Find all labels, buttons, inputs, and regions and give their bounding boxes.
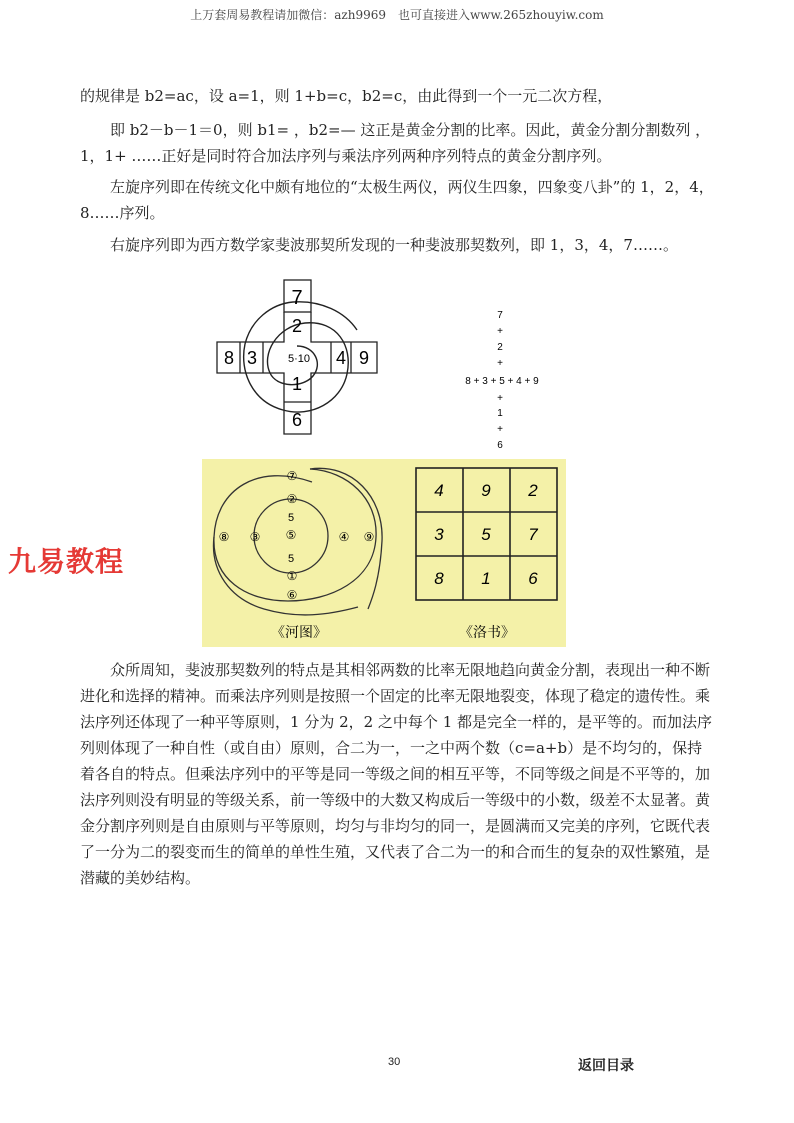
luoshu-r3c1: 8 [434,569,444,588]
luoshu-r3c3: 6 [528,569,538,588]
sum-v3: 2 [497,342,503,353]
luoshu-r1c3: 2 [528,481,538,500]
hetu-5-center: ⑤ [285,528,297,542]
sum-v6: 1 [497,408,503,419]
luoshu-r1c2: 9 [481,481,491,500]
page-number: 30 [388,1056,401,1068]
luoshu-r2c3: 7 [528,525,538,544]
hetu-6: ⑥ [286,588,298,602]
page-header: 上万套周易教程请加微信：azh9969 也可直接进入www.265zhouyiw.com [190,8,604,22]
hetu-4: ④ [338,530,350,544]
sum-v1: 7 [497,310,503,321]
sum-v7: + [497,424,503,435]
cross-diagram [215,278,380,436]
luoshu-r3c2: 1 [481,569,491,588]
sum-diagram [440,305,565,455]
paragraph-3: 左旋序列即在传统文化中颇有地位的“太极生两仪，两仪生四象，四象变八卦”的 1，2，4，8……序列。 [80,178,714,222]
hetu-1: ① [286,569,298,583]
cross-top: 7 [291,287,303,309]
paragraph-1: 的规律是 b2=ac，设 a=1，则 1+b=c，b2=c，由此得到一个一元二次方程， [80,87,613,105]
hetu-luoshu-figure [202,459,566,647]
sum-v8: 6 [497,440,503,451]
watermark-logo: 九易教程 [8,545,125,578]
luoshu-r1c1: 4 [434,481,444,500]
hetu-9: ⑨ [363,530,375,544]
paragraph-4: 右旋序列即为西方数学家斐波那契所发现的一种斐波那契数列，即 1，3，4，7……。 [110,236,678,254]
cross-center: 5·10 [287,353,311,365]
paragraph-2: 即 b2－b－1＝0，则 b1= ，b2=— 这正是黄金分割的比率。因此，黄金分割分割数列 ，1，1+ ……正好是同时符合加法序列与乘法序列两种序列特点的黄金分割序列。 [80,121,711,165]
hetu-8: ⑧ [218,530,230,544]
cross-upper: 2 [291,316,303,336]
back-to-contents-link[interactable]: 返回目录 [578,1058,634,1074]
cross-left-outer: 8 [223,348,235,368]
figure-background [202,459,566,647]
luoshu-caption: 《洛书》 [459,624,515,640]
hetu-3: ③ [249,530,261,544]
hetu-5-lower: 5 [287,553,295,565]
luoshu-r2c2: 5 [481,525,491,544]
hetu-7: ⑦ [286,469,298,483]
paragraph-5: 众所周知，斐波那契数列的特点是其相邻两数的比率无限地趋向黄金分割，表现出一种不断进化和选择的精神。而乘法序列则是按照一个固定的比率无限地裂变，体现了稳定的遗传性。乘法序列还体现了一种平等原则，1 分为 2，2 之中每个 1 都是完全一样的，是平等的。而加法序列则体现了一种自性（或自由）原则，合二为一，一之中两个数（c=a+b）是不均匀的，保持着各自的特点。但乘法序列中的平等是同一等级之间的相互平等，不同等级之间是不平等的，加法序列则没有明显的等级关系，前一等级中的大数又构成后一等级中的小数，级差不太显著。黄金分割序列则是自由原则与平等原则，均匀与非均匀的同一，是圆满而又完美的序列，它既代表了一分为二的裂变而生的简单的单性生殖，又代表了合二为一的和合而生的复杂的双性繁殖，是潜藏的美妙结构。 [80,661,713,887]
hetu-2: ② [286,492,298,506]
cross-left-inner: 3 [246,348,258,368]
cross-right-outer: 9 [358,348,370,368]
cross-bottom: 6 [291,410,303,430]
cross-lower: 1 [291,374,303,394]
sum-row: 8 + 3 + 5 + 4 + 9 [465,376,539,387]
luoshu-r2c1: 3 [434,525,444,544]
hetu-5-upper: 5 [287,512,295,524]
hetu-caption: 《河图》 [271,624,327,640]
sum-v4: + [497,358,503,369]
sum-v5: + [497,393,503,404]
cross-right-inner: 4 [335,348,347,368]
sum-v2: + [497,326,503,337]
